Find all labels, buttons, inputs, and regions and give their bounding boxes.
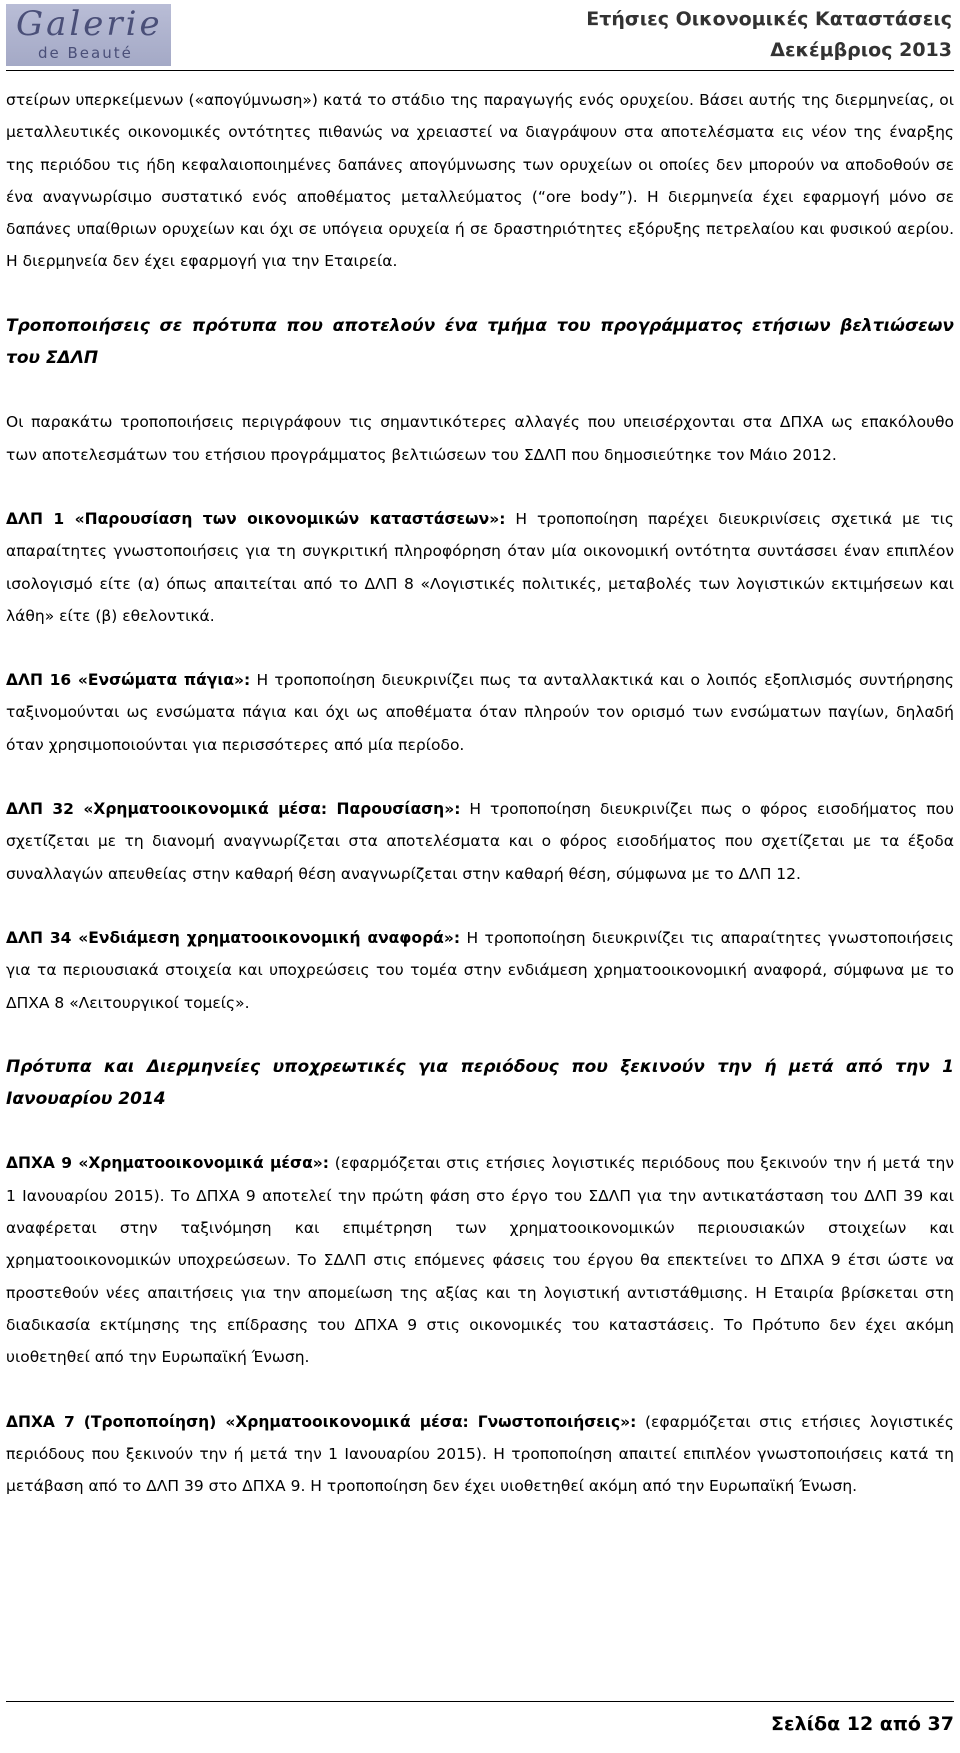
standard-text: Η τροποποίηση διευκρινίζει τις απαραίτητες γνωστοποιήσεις για τα περιουσιακά στοιχεία και υποχρεώσεις του τομέα στην ενδιάμεση χρηματοοικονομική αναφορά, σύμφωνα με το ΔΠΧΑ 8 «Λειτουργικοί τομείς». — [6, 928, 954, 1012]
standard-title: ΔΠΧΑ 7 (Τροποποίηση) «Χρηματοοικονομικά μέσα: Γνωστοποιήσεις»: — [6, 1412, 637, 1431]
standard-text: (εφαρμόζεται στις ετήσιες λογιστικές περιόδους που ξεκινούν την ή μετά την 1 Ιανουαρίου 2015). Το ΔΠΧΑ 9 αποτελεί την πρώτη φάση στο έργο του ΣΔΛΠ για την αντικατάσταση του ΔΛΠ 39 και αναφέρεται στην ταξινόμηση και επιμέτρηση των χρηματοοικονομικών περιουσιακών στοιχείων και χρηματοοικονομικών υποχρεώσεων. Το ΣΔΛΠ στις επόμενες φάσεις του έργου θα επεκτείνει το ΔΠΧΑ 9 έτσι ώστε να προστεθούν νέες απαιτήσεις για την απομείωση της αξίας και τη λογιστική αντιστάθμισης. Η Εταιρία βρίσκεται στη διαδικασία εκτίμησης της επίδρασης του ΔΠΧΑ 9 στις οικονομικές του καταστάσεις. Το Πρότυπο δεν έχει ακόμη υιοθετηθεί από την Ευρωπαϊκή Ένωση. — [6, 1154, 955, 1367]
section-heading-mandatory-2014: Πρότυπα και Διερμηνείες υποχρεωτικές για περιόδους που ξεκινούν την ή μετά από την 1 Ιανουαρίου 2014 — [6, 1056, 954, 1110]
document-date: Δεκέμβριος 2013 — [770, 39, 952, 61]
standard-title: ΔΛΠ 1 «Παρουσίαση των οικονομικών καταστάσεων»: — [6, 509, 506, 528]
company-logo — [6, 4, 171, 66]
standard-text: (εφαρμόζεται στις ετήσιες λογιστικές περιόδους που ξεκινούν την ή μετά την 1 Ιανουαρίου 2015). Η τροποποίηση απαιτεί επιπλέον γνωστοποιήσεις κατά τη μετάβαση από το ΔΛΠ 39 στο ΔΠΧΑ 9. Η τροποποίηση δεν έχει υιοθετηθεί ακόμη από την Ευρωπαϊκή Ένωση. — [6, 1412, 955, 1496]
standard-text: Η τροποποίηση παρέχει διευκρινίσεις σχετικά με τις απαραίτητες γνωστοποιήσεις για τη συγκριτική πληροφόρηση όταν μία οικονομική οντότητα συντάσσει έναν επιπλέον ισολογισμό είτε (α) όπως απαιτείται από το ΔΛΠ 8 «Λογιστικές πολιτικές, μεταβολές των λογιστικών εκτιμήσεων και λάθη» είτε (β) εθελοντικά. — [6, 509, 954, 625]
standard-paragraph-ias32 — [6, 793, 954, 890]
header-divider — [6, 70, 954, 71]
standard-paragraph-ifrs7 — [6, 1406, 954, 1503]
standard-title: ΔΛΠ 32 «Χρηματοοικονομικά μέσα: Παρουσίαση»: — [6, 800, 461, 819]
standard-text: Η τροποποίηση διευκρινίζει πως τα ανταλλακτικά και ο λοιπός εξοπλισμός συντήρησης ταξινομούνται ως ενσώματα πάγια και όχι ως αποθέματα όταν πληρούν τον ορισμό των ενσώματων παγίων, δηλαδή όταν χρησιμοποιούνται για περισσότερες από μία περίοδο. — [6, 671, 954, 754]
page-header — [6, 4, 954, 66]
standard-paragraph-ias16 — [6, 664, 954, 761]
standard-paragraph-ias1 — [6, 503, 954, 632]
document-title: Ετήσιες Οικονομικές Καταστάσεις — [586, 8, 952, 30]
standard-paragraph-ias34 — [6, 922, 954, 1019]
standard-title: ΔΛΠ 34 «Ενδιάμεση χρηματοοικονομική αναφορά»: — [6, 928, 461, 947]
standard-title: ΔΠΧΑ 9 «Χρηματοοικονομικά μέσα»: — [6, 1154, 329, 1173]
logo-sub-text: de Beauté — [38, 44, 133, 62]
logo-main-text: Galerie — [16, 4, 163, 44]
page-number: Σελίδα 12 από 37 — [771, 1713, 954, 1735]
standard-text: Η τροποποίηση διευκρινίζει πως ο φόρος εισοδήματος που σχετίζεται με τη διανομή αναγνωρίζεται στα αποτελέσματα και ο φόρος εισοδήματος που σχετίζεται με τα έξοδα συναλλαγών απευθείας στην καθαρή θέση αναγνωρίζεται στην καθαρή θέση, σύμφωνα με το ΔΛΠ 12. — [6, 800, 954, 883]
page-body — [6, 84, 954, 1502]
footer-divider — [6, 1701, 954, 1702]
section-intro-paragraph: Οι παρακάτω τροποποιήσεις περιγράφουν τις σημαντικότερες αλλαγές που υπεισέρχονται στα ΔΠΧΑ ως επακόλουθο των αποτελεσμάτων του ετήσιου προγράμματος βελτιώσεων του ΣΔΛΠ που δημοσιεύτηκε τον Μάιο 2012. — [6, 413, 954, 464]
intro-paragraph: στείρων υπερκείμενων («απογύμνωση») κατά το στάδιο της παραγωγής ενός ορυχείου. Βάσει αυτής της διερμηνείας, οι μεταλλευτικές οικονομικές οντότητες πιθανώς να χρειαστεί να διαγράψουν στα αποτελέσματα εις νέον της έναρξης της περιόδου τις ήδη κεφαλαιοποιημένες δαπάνες απογύμνωσης των ορυχείων οι οποίες δεν μπορούν να αποδοθούν σε ένα αναγνωρίσιμο συστατικό ενός αποθέματος μεταλλεύματος (“ore body”). Η διερμηνεία έχει εφαρμογή μόνο σε δαπάνες υπαίθριων ορυχείων και όχι σε υπόγεια ορυχεία ή σε δραστηριότητες εξόρυξης πετρελαίου και φυσικού αερίου. Η διερμηνεία δεν έχει εφαρμογή για την Εταιρεία. — [6, 91, 954, 271]
section-heading-annual-improvements: Τροποποιήσεις σε πρότυπα που αποτελούν ένα τμήμα του προγράμματος ετήσιων βελτιώσεων του ΣΔΛΠ — [6, 315, 954, 369]
standard-title: ΔΛΠ 16 «Ενσώματα πάγια»: — [6, 671, 251, 690]
standard-paragraph-ifrs9 — [6, 1147, 954, 1373]
